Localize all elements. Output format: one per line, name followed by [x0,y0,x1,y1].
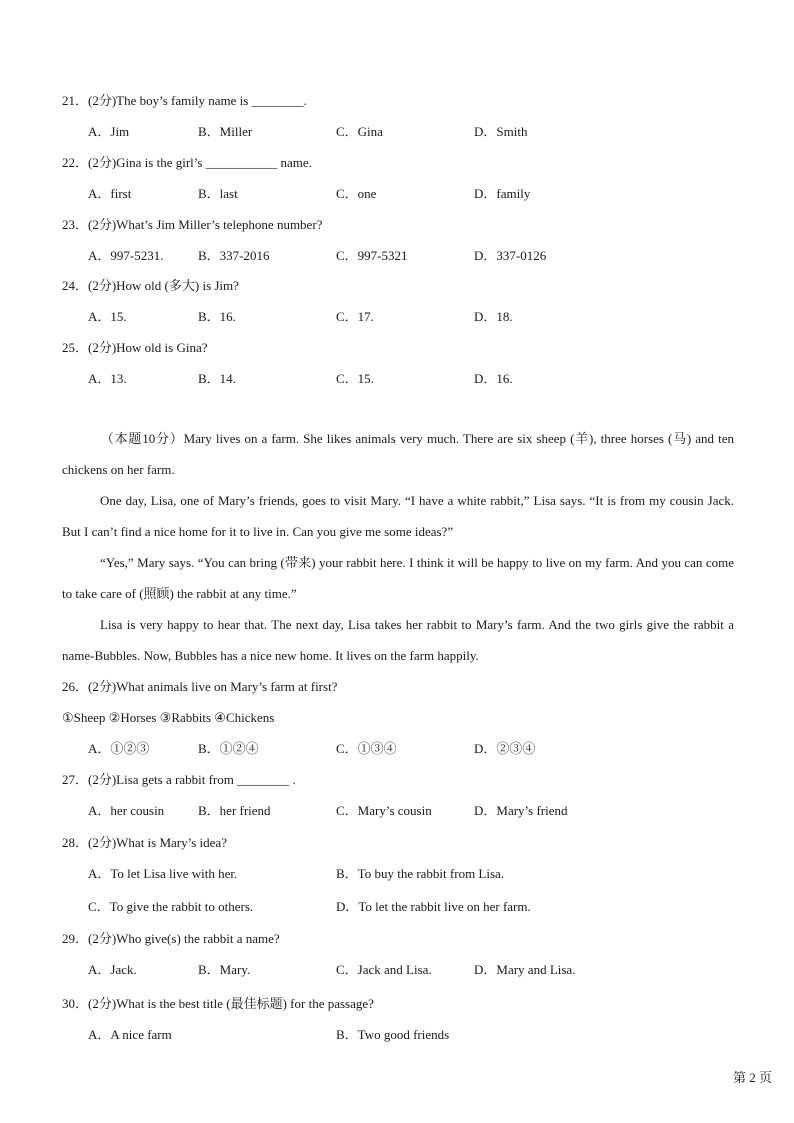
passage-paragraph-4 [62,609,734,671]
q21-option-d: D．Smith [474,124,528,139]
question-28-stem: 28．(2分)What is Mary’s idea? [62,835,227,850]
q28-option-a: A．To let Lisa live with her. [88,866,238,881]
q22-option-c: C．one [336,186,377,201]
passage-paragraph-1 [62,423,734,485]
question-21-stem: 21．(2分)The boy’s family name is ________. [62,93,307,108]
q27-option-a: A．her cousin [88,803,165,818]
question-22-stem: 22．(2分)Gina is the girl’s ___________ name. [62,155,312,170]
passage-paragraph-2 [62,485,734,547]
q24-option-b: B．16. [198,309,236,324]
question-27-stem: 27．(2分)Lisa gets a rabbit from ________ . [62,772,296,787]
q27-option-c: C．Mary’s cousin [336,803,432,818]
question-30-stem: 30．(2分)What is the best title (最佳标题) for the passage? [62,996,374,1011]
q28-option-d: D．To let the rabbit live on her farm. [336,899,531,914]
passage-text-4: Lisa is very happy to hear that. The next day, Lisa takes her rabbit to Mary’s farm. And the two girls give the rabbit a name-Bubbles. Now, Bubbles has a nice new home. It lives on the farm happily. [62,617,734,663]
q30-option-a: A．A nice farm [88,1027,172,1042]
q25-option-d: D．16. [474,371,513,386]
q22-option-b: B．last [198,186,238,201]
q22-option-d: D．family [474,186,531,201]
q29-option-a: A．Jack. [88,962,137,977]
q29-option-b: B．Mary. [198,962,251,977]
q25-option-a: A．13. [88,371,127,386]
q26-option-d: D．②③④ [474,741,536,756]
question-24-stem: 24．(2分)How old (多大) is Jim? [62,278,239,293]
q23-option-a: A．997-5231. [88,248,164,263]
question-25-stem: 25．(2分)How old is Gina? [62,340,208,355]
q28-option-c: C．To give the rabbit to others. [88,899,254,914]
q24-option-a: A．15. [88,309,127,324]
passage-paragraph-3 [62,547,734,609]
q22-option-a: A．first [88,186,132,201]
q30-option-b: B．Two good friends [336,1027,450,1042]
q26-option-c: C．①③④ [336,741,397,756]
q27-option-b: B．her friend [198,803,271,818]
question-26-choices: ①Sheep ②Horses ③Rabbits ④Chickens [62,710,275,725]
q23-option-c: C．997-5321 [336,248,408,263]
passage-text-1: （本题10分）Mary lives on a farm. She likes animals very much. There are six sheep (羊), three horses (马) and ten chickens on her farm. [62,431,734,477]
q21-option-c: C．Gina [336,124,383,139]
passage-text-2: One day, Lisa, one of Mary’s friends, goes to visit Mary. “I have a white rabbit,” Lisa says. “It is from my cousin Jack. But I can’t find a nice home for it to live in. Can you give me some ideas?” [62,493,734,539]
q23-option-b: B．337-2016 [198,248,270,263]
question-29-stem: 29．(2分)Who give(s) the rabbit a name? [62,931,280,946]
q21-option-b: B．Miller [198,124,253,139]
q24-option-c: C．17. [336,309,374,324]
question-26-stem: 26．(2分)What animals live on Mary’s farm at first? [62,679,338,694]
q21-option-a: A．Jim [88,124,130,139]
q28-option-b: B．To buy the rabbit from Lisa. [336,866,505,881]
q24-option-d: D．18. [474,309,513,324]
q27-option-d: D．Mary’s friend [474,803,568,818]
q26-option-b: B．①②④ [198,741,259,756]
q25-option-c: C．15. [336,371,374,386]
q29-option-c: C．Jack and Lisa. [336,962,432,977]
q26-option-a: A．①②③ [88,741,150,756]
q23-option-d: D．337-0126 [474,248,547,263]
question-23-stem: 23．(2分)What’s Jim Miller’s telephone number? [62,217,323,232]
q29-option-d: D．Mary and Lisa. [474,962,576,977]
q25-option-b: B．14. [198,371,236,386]
passage-text-3: “Yes,” Mary says. “You can bring (带来) your rabbit here. I think it will be happy to live on my farm. And you can come to take care of (照顾) the rabbit at any time.” [62,555,734,601]
page-number: 第 2 页 [732,1070,772,1085]
